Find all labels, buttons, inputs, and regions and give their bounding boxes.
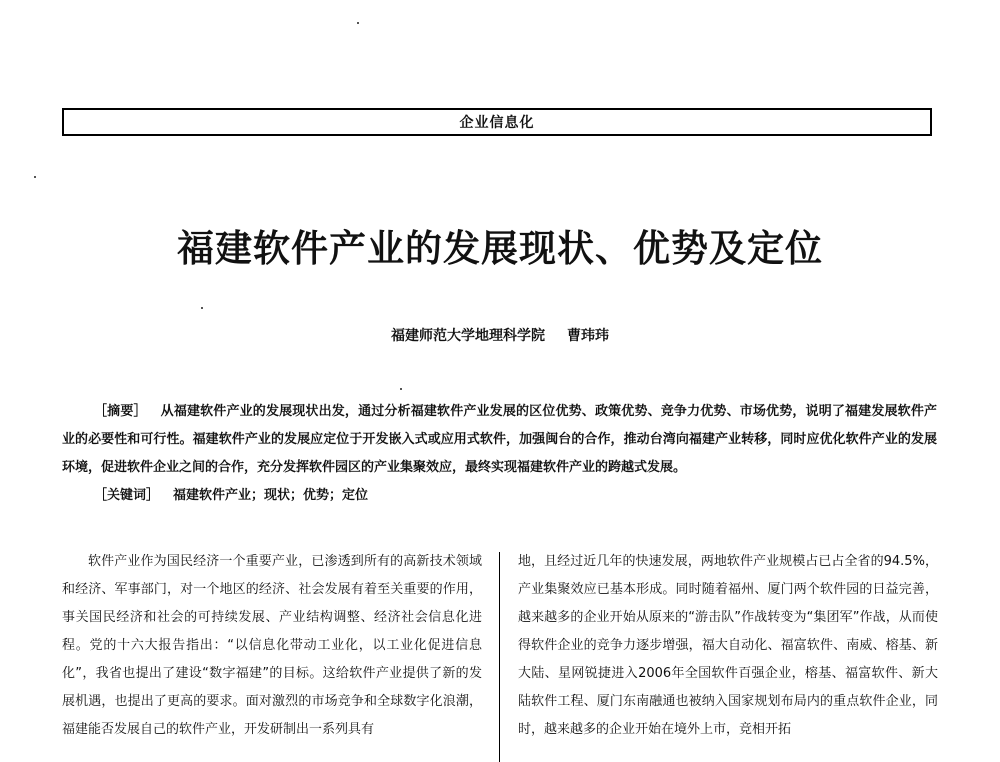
section-header-box [62, 108, 932, 136]
scan-speck [400, 388, 402, 390]
scan-speck [34, 176, 36, 178]
keywords-label: ［关键词］ [94, 488, 160, 503]
author-name: 曹玮玮 [567, 328, 609, 344]
body-right-column [518, 548, 938, 744]
affiliation: 福建师范大学地理科学院 [391, 328, 545, 344]
body-left-column [62, 548, 482, 744]
body-left-paragraph: 软件产业作为国民经济一个重要产业，已渗透到所有的高新技术领域和经济、军事部门，对一个地区的经济、社会发展有着至关重要的作用，事关国民经济和社会的可持续发展、产业结构调整、经济社会信息化进程。党的十六大报告指出：“以信息化带动工业化，以工业化促进信息化”，我省也提出了建设“数字福建”的目标。这给软件产业提供了新的发展机遇，也提出了更高的要求。面对激烈的市场竞争和全球数字化浪潮，福建能否发展自己的软件产业，开发研制出一系列具有 [62, 554, 482, 737]
scan-speck [201, 307, 203, 309]
section-label: 企业信息化 [459, 115, 535, 131]
author-line [0, 325, 1000, 345]
keywords-paragraph [62, 482, 937, 510]
abstract-text: 从福建软件产业的发展现状出发，通过分析福建软件产业发展的区位优势、政策优势、竞争力优势、市场优势，说明了福建发展软件产业的必要性和可行性。福建软件产业的发展应定位于开发嵌入式或应用式软件，加强闽台的合作，推动台湾向福建产业转移，同时应优化软件产业的发展环境，促进软件企业之间的合作，充分发挥软件园区的产业集聚效应，最终实现福建软件产业的跨越式发展。 [62, 404, 937, 475]
abstract-block [62, 398, 937, 510]
keywords-text: 福建软件产业；现状；优势；定位 [173, 488, 369, 503]
column-divider [499, 552, 500, 762]
scan-speck [357, 22, 359, 24]
body-right-paragraph: 地，且经过近几年的快速发展，两地软件产业规模占已占全省的94.5%，产业集聚效应已基本形成。同时随着福州、厦门两个软件园的日益完善，越来越多的企业开始从原来的“游击队”作战转变为“集团军”作战，从而使得软件企业的竞争力逐步增强，福大自动化、福富软件、南威、榕基、新大陆、星网锐捷进入2006年全国软件百强企业，榕基、福富软件、新大陆软件工程、厦门东南融通也被纳入国家规划布局内的重点软件企业，同时，越来越多的企业开始在境外上市，竞相开拓 [518, 554, 938, 737]
abstract-paragraph [62, 398, 937, 482]
article-title: 福建软件产业的发展现状、优势及定位 [177, 226, 823, 270]
abstract-label: ［摘要］ [94, 404, 147, 419]
body-columns [62, 548, 938, 760]
